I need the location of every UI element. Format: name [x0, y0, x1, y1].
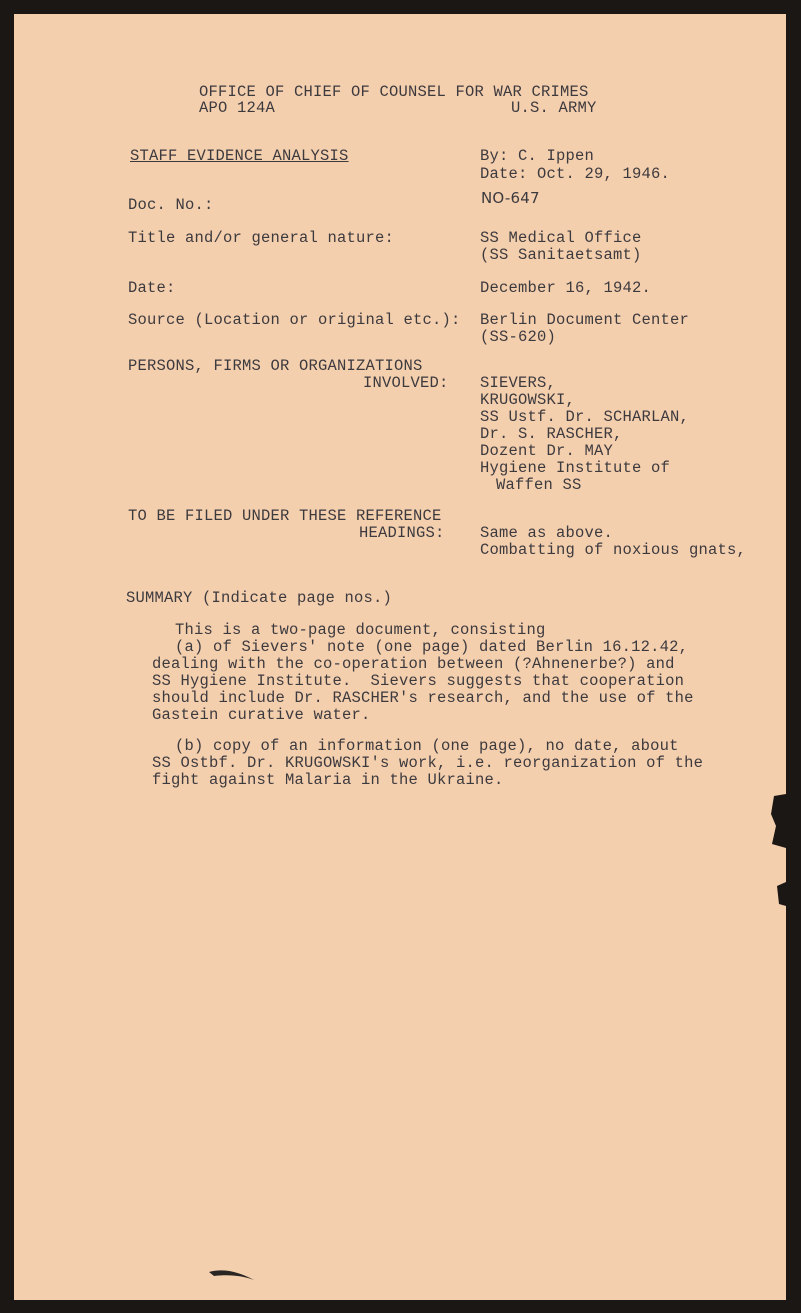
office-title: OFFICE OF CHIEF OF COUNSEL FOR WAR CRIMES [199, 83, 589, 101]
filed-value-line1: Same as above. [480, 524, 614, 542]
person-3: SS Ustf. Dr. SCHARLAN, [480, 408, 690, 426]
person-7: Waffen SS [496, 476, 582, 494]
date-value: December 16, 1942. [480, 279, 652, 297]
summary-para1-line3: dealing with the co-operation between (?Ahnenerbe?) and [152, 655, 675, 673]
summary-para2-line1: (b) copy of an information (one page), no date, about [175, 737, 679, 755]
source-value-line2: (SS-620) [480, 328, 557, 346]
summary-para1-line5: should include Dr. RASCHER's research, and the use of the [152, 689, 694, 707]
apo-number: APO 124A [199, 99, 276, 117]
analysis-heading: STAFF EVIDENCE ANALYSIS [130, 147, 349, 165]
analyst-by: By: C. Ippen [480, 147, 595, 165]
person-6: Hygiene Institute of [480, 459, 671, 477]
army-label: U.S. ARMY [511, 99, 597, 117]
summary-para1-line6: Gastein curative water. [152, 706, 371, 724]
date-label: Date: [128, 279, 176, 297]
summary-para1-line4: SS Hygiene Institute. Sievers suggests that cooperation [152, 672, 685, 690]
filed-label-line1: TO BE FILED UNDER THESE REFERENCE [128, 507, 442, 525]
person-1: SIEVERS, [480, 374, 557, 392]
summary-para1-line2: (a) of Sievers' note (one page) dated Berlin 16.12.42, [175, 638, 689, 656]
filed-value-line2: Combatting of noxious gnats, [480, 541, 747, 559]
person-2: KRUGOWSKI, [480, 391, 576, 409]
filed-label-line2: HEADINGS: [359, 524, 445, 542]
source-label: Source (Location or original etc.): [128, 311, 461, 329]
doc-no-label: Doc. No.: [128, 196, 214, 214]
analysis-date: Date: Oct. 29, 1946. [480, 165, 671, 183]
person-4: Dr. S. RASCHER, [480, 425, 623, 443]
summary-heading: SUMMARY (Indicate page nos.) [126, 589, 393, 607]
title-value-line1: SS Medical Office [480, 229, 642, 247]
title-value-line2: (SS Sanitaetsamt) [480, 246, 642, 264]
summary-para2-line2: SS Ostbf. Dr. KRUGOWSKI's work, i.e. reorganization of the [152, 754, 704, 772]
document-page [14, 14, 786, 1300]
title-label: Title and/or general nature: [128, 229, 395, 247]
summary-para1-line1: This is a two-page document, consisting [175, 621, 546, 639]
persons-label-line2: INVOLVED: [363, 374, 449, 392]
doc-no-value: NO-647 [481, 189, 540, 207]
persons-label-line1: PERSONS, FIRMS OR ORGANIZATIONS [128, 357, 423, 375]
summary-para2-line3: fight against Malaria in the Ukraine. [152, 771, 504, 789]
source-value-line1: Berlin Document Center [480, 311, 690, 329]
person-5: Dozent Dr. MAY [480, 442, 614, 460]
